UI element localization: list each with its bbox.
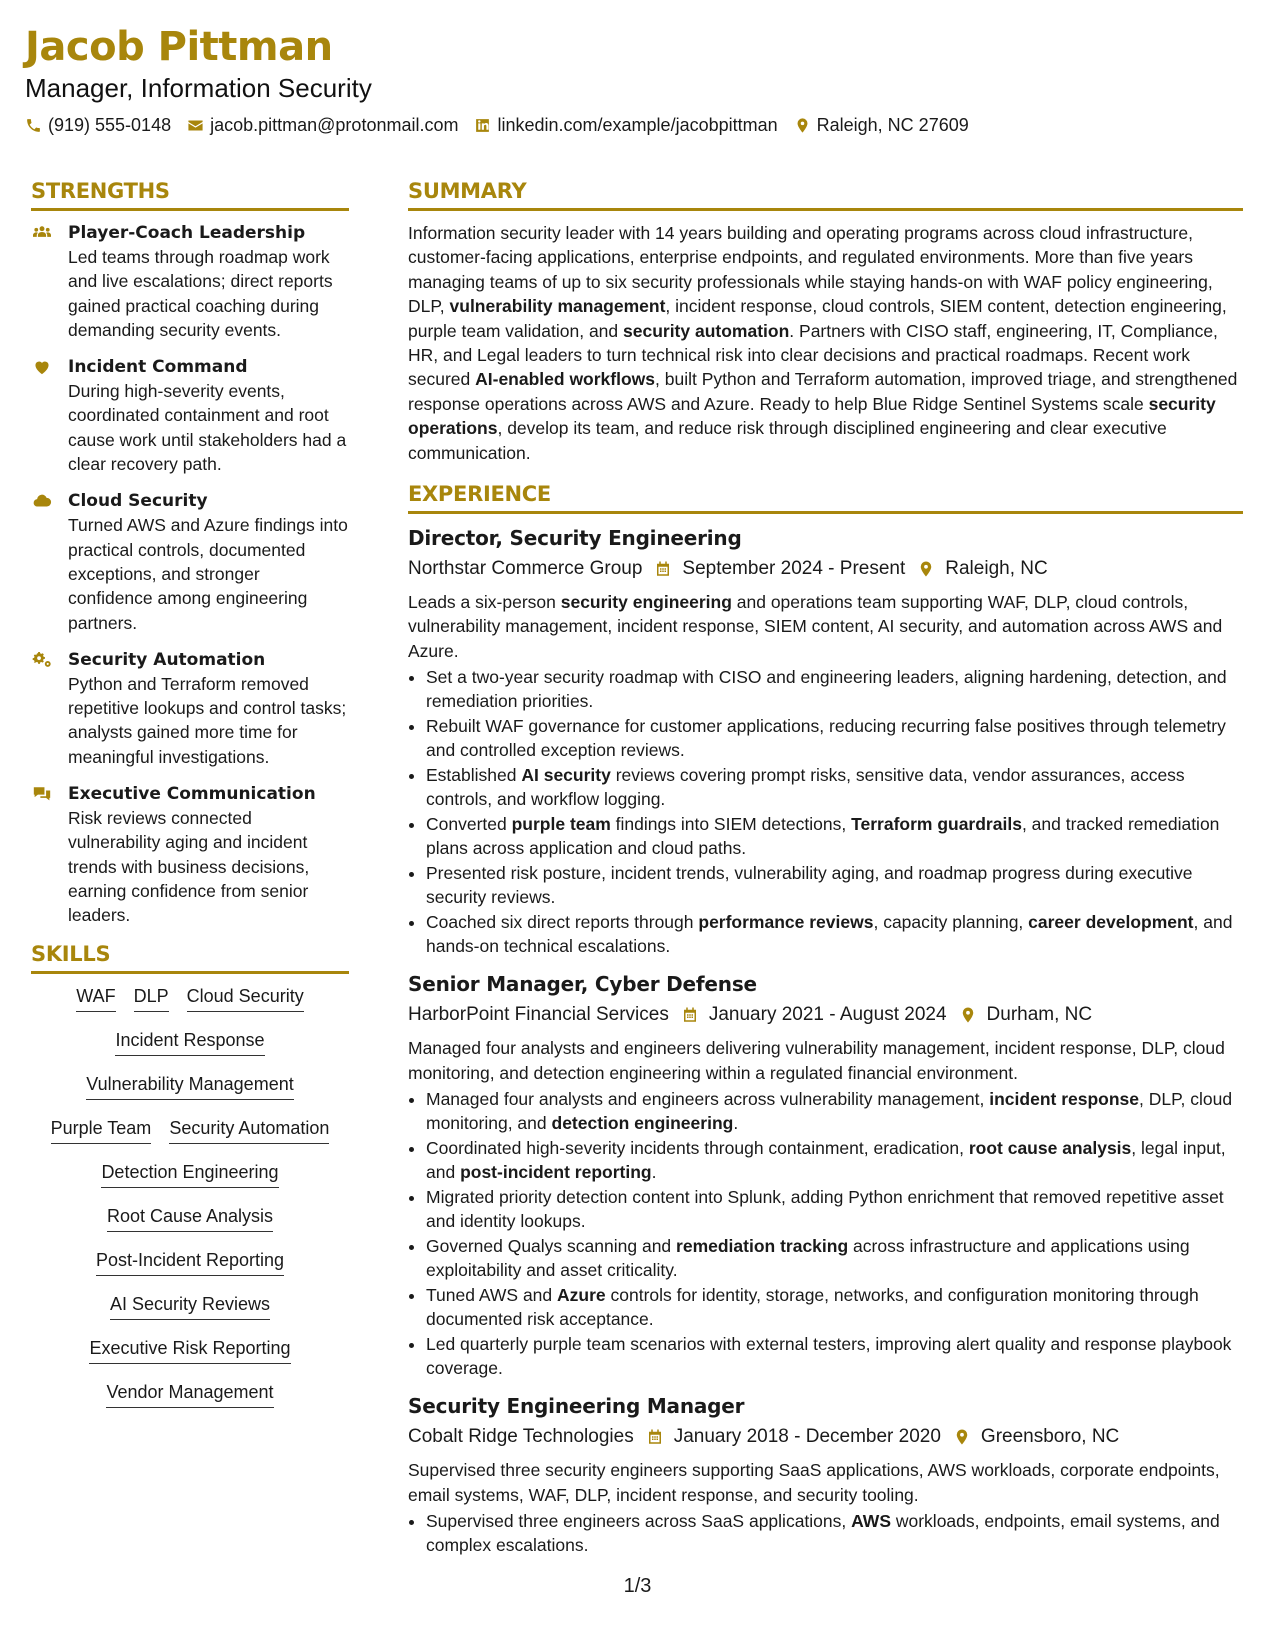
job-bullet (426, 665, 1243, 713)
strength-item (31, 782, 349, 927)
bold-phrase: security engineering (560, 592, 732, 613)
candidate-name: Jacob Pittman (25, 24, 333, 70)
text-run: workloads, endpoints, email systems, and complex escalations. (426, 1510, 1220, 1555)
skill-row (31, 1380, 349, 1408)
skill-tag: WAF (76, 984, 115, 1012)
bold-phrase: root cause analysis (968, 1138, 1132, 1159)
job-title: Director, Security Engineering (408, 526, 742, 551)
job-bullet (426, 1185, 1243, 1233)
skill-tag: Root Cause Analysis (107, 1204, 273, 1232)
strength-title: Executive Communication (68, 784, 316, 805)
job-dates: January 2018 - December 2020 (673, 1426, 941, 1448)
job-dates: September 2024 - Present (682, 558, 906, 580)
job-company: HarborPoint Financial Services (408, 1004, 669, 1026)
right-column (408, 178, 1243, 1558)
text-run: Supervised three security engineers supporting SaaS applications, AWS workloads, corporate endpoints, email systems, WAF, DLP, incident response, and security tooling. (408, 1460, 1220, 1505)
cloud-icon (31, 491, 53, 509)
job-meta (408, 1422, 1243, 1452)
contact-bar (25, 114, 1250, 136)
bold-phrase: security automation (623, 320, 790, 341)
text-run: , develop its team, and reduce risk through disciplined engineering and clear executive communication. (408, 418, 1167, 463)
summary-text (408, 221, 1243, 465)
contact-phone[interactable] (25, 114, 171, 136)
text-run: , legal input, and (426, 1138, 1226, 1183)
strength-desc: During high-severity events, coordinated containment and root cause work until stakeholders had a clear recovery path. (68, 381, 347, 475)
strength-title: Cloud Security (68, 491, 208, 512)
users-icon (31, 223, 53, 241)
contact-linkedin[interactable] (474, 114, 777, 136)
job-intro (408, 1036, 1243, 1085)
job-intro (408, 1458, 1243, 1507)
text-run: Established (426, 765, 522, 786)
text-run: Migrated priority detection content into Splunk, adding Python enrichment that removed repetitive asset and identity lookups. (426, 1187, 1224, 1232)
skill-tag: Vendor Management (106, 1380, 273, 1408)
skill-row (31, 1336, 349, 1364)
contact-email[interactable] (187, 114, 458, 136)
bold-phrase: purple team (511, 814, 611, 835)
comments-icon (31, 784, 53, 802)
job-bullet (426, 1332, 1243, 1380)
summary-heading: SUMMARY (408, 178, 1243, 211)
text-run: Rebuilt WAF governance for customer applications, reducing recurring false positives through telemetry and controlled exception reviews. (426, 716, 1226, 761)
text-run: , built Python and Terraform automation, improved triage, and strengthened response operations across AWS and Azure. Ready to help Blue Ridge Sentinel Systems scale (408, 369, 1238, 414)
text-run: . (651, 1162, 657, 1183)
job-intro (408, 590, 1243, 663)
job-location: Greensboro, NC (980, 1426, 1120, 1448)
text-run: . (733, 1113, 739, 1134)
strengths-list (31, 221, 349, 928)
text-run: across infrastructure and applications using exploitability and asset criticality. (426, 1236, 1190, 1281)
experience-heading: EXPERIENCE (408, 481, 1243, 514)
text-run: Managed four analysts and engineers delivering vulnerability management, incident response, DLP, cloud monitoring, and detection engineering within a regulated financial environment. (408, 1038, 1225, 1083)
map-marker-icon (953, 1428, 971, 1446)
skills-list (31, 984, 349, 1408)
candidate-title: Manager, Information Security (25, 73, 372, 103)
skill-tag: DLP (134, 984, 169, 1012)
job-bullets (408, 665, 1243, 958)
bold-phrase: detection engineering (551, 1113, 734, 1134)
skill-row (31, 1204, 349, 1232)
resume-header (25, 22, 1250, 136)
job-bullet (426, 1136, 1243, 1184)
strength-desc: Risk reviews connected vulnerability aging and incident trends with business decisions, earning confidence from senior leaders. (68, 808, 310, 926)
text-run: and operations team supporting WAF, DLP, cloud controls, vulnerability management, incident response, SIEM content, AI security, and automation across AWS and Azure. (408, 592, 1223, 661)
strength-title: Player-Coach Leadership (68, 223, 306, 243)
text-run: Supervised three engineers across SaaS applications, (426, 1510, 852, 1531)
text-run: . Partners with CISO staff, engineering, IT, Compliance, HR, and Legal leaders to turn technical risk into clear decisions and practical roadmaps. Recent work secured (408, 320, 1218, 390)
job-bullet (426, 910, 1243, 958)
strength-desc: Python and Terraform removed repetitive lookups and control tasks; analysts gained more time for meaningful investigations. (68, 673, 347, 767)
skill-tag: Post-Incident Reporting (96, 1248, 284, 1276)
location-text: Raleigh, NC 27609 (816, 115, 969, 135)
text-run: , DLP, cloud monitoring, and (426, 1089, 1233, 1134)
skills-heading: SKILLS (31, 941, 349, 974)
skill-row (31, 1028, 349, 1056)
bold-phrase: AWS (851, 1510, 891, 1531)
text-run: findings into SIEM detections, (610, 814, 852, 835)
skill-row (31, 984, 349, 1012)
text-run: Converted (426, 814, 512, 835)
map-marker-icon (959, 1006, 977, 1024)
skill-tag: Vulnerability Management (86, 1072, 293, 1100)
skill-tag: Cloud Security (187, 984, 304, 1012)
strength-item (31, 648, 349, 769)
skill-row (31, 1248, 349, 1276)
linkedin-text: linkedin.com/example/jacobpittman (497, 115, 778, 135)
envelope-icon (187, 117, 204, 134)
job-meta (408, 1000, 1243, 1030)
page-number: 1/3 (623, 1575, 652, 1597)
strength-title: Incident Command (68, 357, 248, 378)
linkedin-icon (474, 117, 491, 134)
calendar-icon (646, 1428, 664, 1446)
text-run: Tuned AWS and (426, 1285, 558, 1306)
experience-list (408, 524, 1243, 1557)
job-bullet (426, 1283, 1243, 1331)
bold-phrase: Azure (557, 1285, 606, 1306)
text-run: Leads a six-person (408, 592, 561, 613)
skill-tag: Purple Team (51, 1116, 152, 1144)
strength-desc: Turned AWS and Azure findings into practical controls, documented exceptions, and stronger confidence among engineering partners. (68, 515, 348, 633)
skill-row (31, 1292, 349, 1320)
text-run: Information security leader with 14 years building and operating programs across cloud infrastructure, customer-facing applications, enterprise endpoints, and regulated environments. More than five years managing teams of up to six security professionals while staying hands-on with WAF policy engineering, DLP, (408, 223, 1213, 317)
job-entry (408, 970, 1243, 1380)
job-entry (408, 1392, 1243, 1557)
bold-phrase: post-incident reporting (460, 1162, 652, 1183)
bold-phrase: career development (1028, 912, 1194, 933)
strength-item (31, 355, 349, 476)
left-column (31, 178, 349, 1424)
strength-item (31, 221, 349, 342)
text-run: Presented risk posture, incident trends, vulnerability aging, and roadmap progress during executive security reviews. (426, 863, 1193, 908)
bold-phrase: Terraform guardrails (851, 814, 1022, 835)
gears-icon (31, 650, 53, 668)
bold-phrase: performance reviews (698, 912, 874, 933)
text-run: , incident response, cloud controls, SIEM content, detection engineering, purple team validation, and (408, 296, 1227, 341)
bold-phrase: remediation tracking (676, 1236, 849, 1257)
phone-icon (25, 117, 42, 134)
job-bullet (426, 1087, 1243, 1135)
skill-tag: Security Automation (169, 1116, 329, 1144)
job-bullets (408, 1087, 1243, 1380)
calendar-icon (654, 560, 672, 578)
text-run: Coached six direct reports through (426, 912, 699, 933)
job-title: Security Engineering Manager (408, 1394, 745, 1419)
bold-phrase: security operations (408, 393, 1216, 439)
job-company: Cobalt Ridge Technologies (408, 1426, 634, 1448)
email-text: jacob.pittman@protonmail.com (210, 115, 459, 135)
job-bullet (426, 1234, 1243, 1282)
strength-title: Security Automation (68, 649, 266, 670)
job-location: Raleigh, NC (945, 558, 1048, 580)
job-bullets (408, 1509, 1243, 1557)
bold-phrase: AI-enabled workflows (475, 369, 656, 390)
text-run: , and tracked remediation plans across application and cloud paths. (426, 814, 1220, 859)
text-run: Set a two-year security roadmap with CISO and engineering leaders, aligning hardening, detection, and remediation priorities. (426, 667, 1227, 712)
bold-phrase: vulnerability management (449, 296, 666, 317)
map-marker-icon (917, 560, 935, 578)
text-run: Led quarterly purple team scenarios with external testers, improving alert quality and response playbook coverage. (426, 1334, 1232, 1379)
skill-row (31, 1160, 349, 1188)
text-run: , and hands-on technical escalations. (426, 912, 1233, 957)
skill-tag: Executive Risk Reporting (89, 1336, 290, 1364)
job-bullet (426, 861, 1243, 909)
job-location: Durham, NC (986, 1004, 1093, 1026)
job-bullet (426, 763, 1243, 811)
job-bullet (426, 1509, 1243, 1557)
heart-icon (31, 357, 53, 375)
strengths-heading: STRENGTHS (31, 178, 349, 211)
map-marker-icon (794, 117, 811, 134)
bold-phrase: AI security (521, 765, 611, 786)
job-entry (408, 524, 1243, 958)
job-title: Senior Manager, Cyber Defense (408, 972, 757, 997)
skill-row (31, 1072, 349, 1100)
job-company: Northstar Commerce Group (408, 558, 643, 580)
job-meta (408, 554, 1243, 584)
skill-row (31, 1116, 349, 1144)
strength-desc: Led teams through roadmap work and live escalations; direct reports gained practical coaching during demanding security events. (68, 247, 333, 340)
phone-text: (919) 555-0148 (48, 115, 172, 135)
text-run: , capacity planning, (873, 912, 1029, 933)
text-run: Coordinated high-severity incidents through containment, eradication, (426, 1138, 969, 1159)
calendar-icon (681, 1006, 699, 1024)
job-bullet (426, 812, 1243, 860)
skill-tag: AI Security Reviews (110, 1292, 270, 1320)
text-run: Managed four analysts and engineers across vulnerability management, (426, 1089, 990, 1110)
job-dates: January 2021 - August 2024 (708, 1004, 947, 1026)
text-run: Governed Qualys scanning and (426, 1236, 677, 1257)
strength-item (31, 489, 349, 634)
text-run: reviews covering prompt risks, sensitive data, vendor assurances, access controls, and workflow logging. (426, 765, 1185, 810)
skill-tag: Detection Engineering (101, 1160, 278, 1188)
contact-location (794, 114, 969, 136)
bold-phrase: incident response (989, 1089, 1140, 1110)
text-run: controls for identity, storage, networks, and configuration monitoring through documented risk acceptance. (426, 1285, 1199, 1330)
skill-tag: Incident Response (115, 1028, 264, 1056)
job-bullet (426, 714, 1243, 762)
